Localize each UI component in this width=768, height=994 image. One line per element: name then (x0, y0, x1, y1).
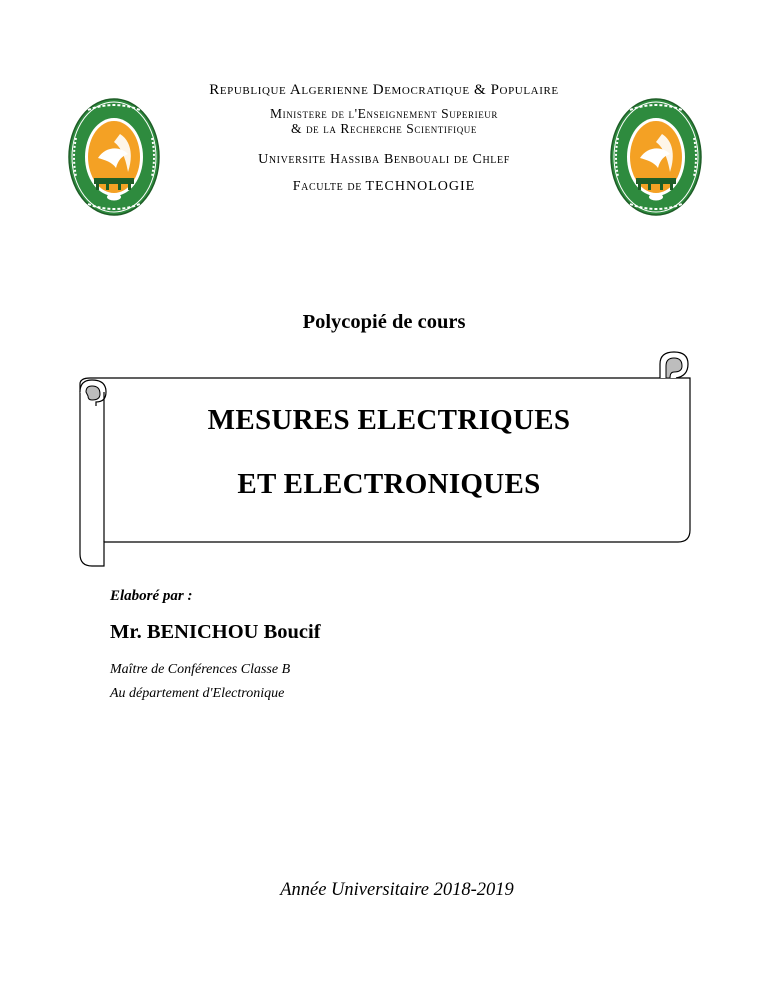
author-department: Au département d'Electronique (110, 686, 285, 701)
author-rank: Maître de Conférences Classe B (110, 662, 291, 677)
header-republic: Republique Algerienne Democratique & Populaire (209, 82, 559, 98)
document-type: Polycopié de cours (302, 311, 466, 333)
title-line-2: ET ELECTRONIQUES (237, 468, 541, 500)
header-ministry-line-a: Ministere de l'Enseignement Superieur (270, 106, 498, 121)
scroll-banner (70, 346, 694, 570)
header-ministry-line-b: & de la Recherche Scientifique (291, 121, 477, 136)
university-seal-icon (610, 98, 702, 216)
author-label: Elaboré par : (110, 588, 193, 604)
university-seal-right (610, 98, 702, 221)
university-seal-icon (68, 98, 160, 216)
title-line-1: MESURES ELECTRIQUES (207, 404, 571, 436)
author-name: Mr. BENICHOU Boucif (110, 621, 321, 643)
university-seal-left (68, 98, 160, 221)
academic-year: Année Universitaire 2018-2019 (280, 880, 514, 900)
header-faculty-prefix: Faculte de (292, 179, 362, 194)
header-university: Universite Hassiba Benbouali de Chlef (258, 152, 510, 167)
header-faculty-name: TECHNOLOGIE (365, 179, 476, 194)
